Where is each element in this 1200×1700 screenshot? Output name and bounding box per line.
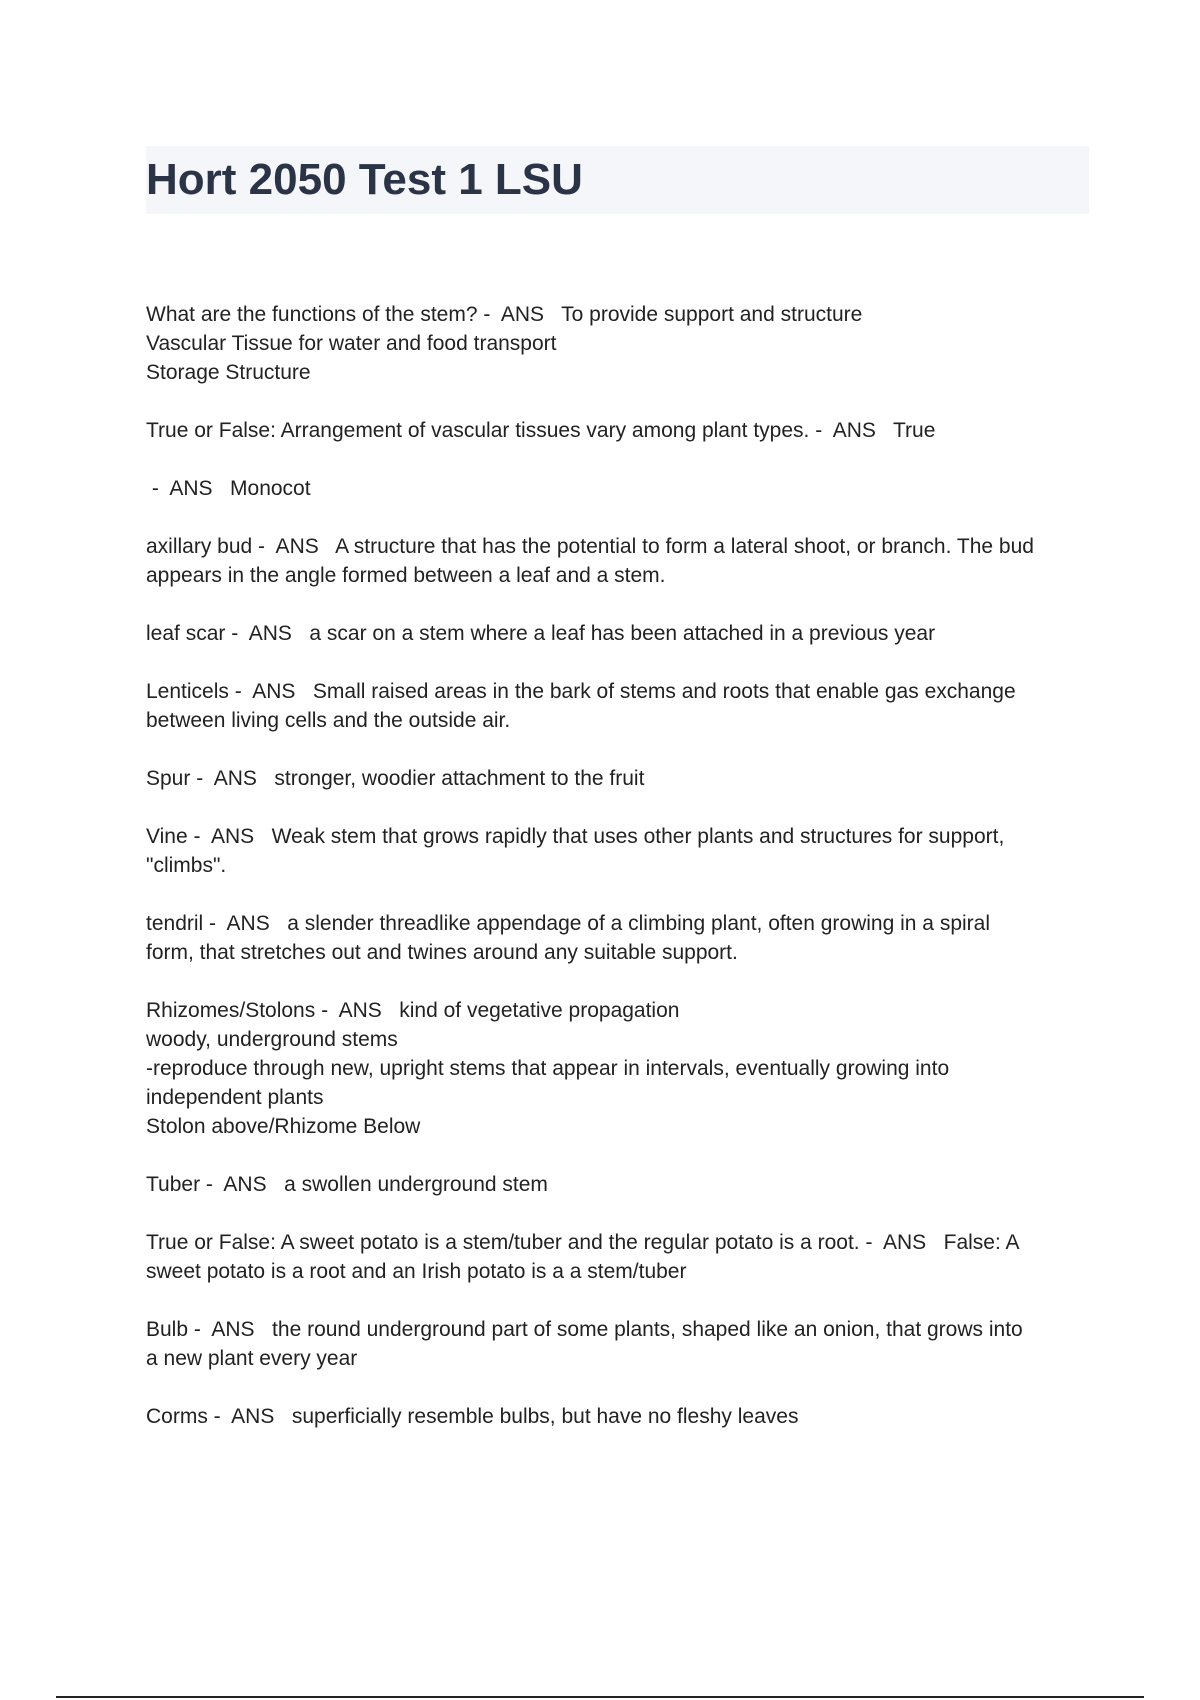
page-title: Hort 2050 Test 1 LSU [146, 155, 583, 204]
qa-entry [146, 996, 1096, 1141]
qa-line: What are the functions of the stem? - ANS To provide support and structure [146, 303, 863, 326]
qa-entry [146, 1315, 1096, 1373]
qa-line: Bulb - ANS the round underground part of some plants, shaped like an onion, that grows into [146, 1318, 1023, 1341]
qa-list [146, 300, 1096, 1460]
qa-line: sweet potato is a root and an Irish potato is a a stem/tuber [146, 1260, 687, 1283]
qa-entry [146, 300, 1096, 387]
qa-line: "climbs". [146, 854, 227, 877]
qa-entry [146, 416, 1096, 445]
qa-line: a new plant every year [146, 1347, 358, 1370]
qa-line: tendril - ANS a slender threadlike appendage of a climbing plant, often growing in a spiral [146, 912, 990, 935]
qa-line: woody, underground stems [146, 1028, 398, 1051]
page-bottom-rule [56, 1696, 1144, 1698]
qa-line: appears in the angle formed between a leaf and a stem. [146, 564, 666, 587]
qa-line: True or False: Arrangement of vascular tissues vary among plant types. - ANS True [146, 419, 936, 442]
qa-line: Stolon above/Rhizome Below [146, 1115, 421, 1138]
qa-entry [146, 532, 1096, 590]
qa-line: between living cells and the outside air. [146, 709, 511, 732]
qa-line: True or False: A sweet potato is a stem/tuber and the regular potato is a root. - ANS False: A [146, 1231, 1020, 1254]
qa-entry [146, 1170, 1096, 1199]
qa-line: - ANS Monocot [146, 477, 311, 500]
qa-line: Lenticels - ANS Small raised areas in the bark of stems and roots that enable gas exchange [146, 680, 1016, 703]
qa-line: Vascular Tissue for water and food transport [146, 332, 557, 355]
qa-entry [146, 822, 1096, 880]
qa-entry [146, 677, 1096, 735]
qa-line: Corms - ANS superficially resemble bulbs, but have no fleshy leaves [146, 1405, 799, 1428]
qa-entry [146, 1228, 1096, 1286]
qa-line: Storage Structure [146, 361, 311, 384]
qa-entry [146, 764, 1096, 793]
qa-line: Vine - ANS Weak stem that grows rapidly that uses other plants and structures for support, [146, 825, 1005, 848]
qa-entry [146, 474, 1096, 503]
qa-entry [146, 1402, 1096, 1431]
qa-entry [146, 909, 1096, 967]
qa-entry [146, 619, 1096, 648]
qa-line: Rhizomes/Stolons - ANS kind of vegetative propagation [146, 999, 680, 1022]
qa-line: independent plants [146, 1086, 324, 1109]
qa-line: form, that stretches out and twines around any suitable support. [146, 941, 738, 964]
qa-line: axillary bud - ANS A structure that has the potential to form a lateral shoot, or branch. The bud [146, 535, 1034, 558]
qa-line: -reproduce through new, upright stems that appear in intervals, eventually growing into [146, 1057, 950, 1080]
qa-line: leaf scar - ANS a scar on a stem where a leaf has been attached in a previous year [146, 622, 936, 645]
qa-line: Tuber - ANS a swollen underground stem [146, 1173, 548, 1196]
qa-line: Spur - ANS stronger, woodier attachment to the fruit [146, 767, 645, 790]
